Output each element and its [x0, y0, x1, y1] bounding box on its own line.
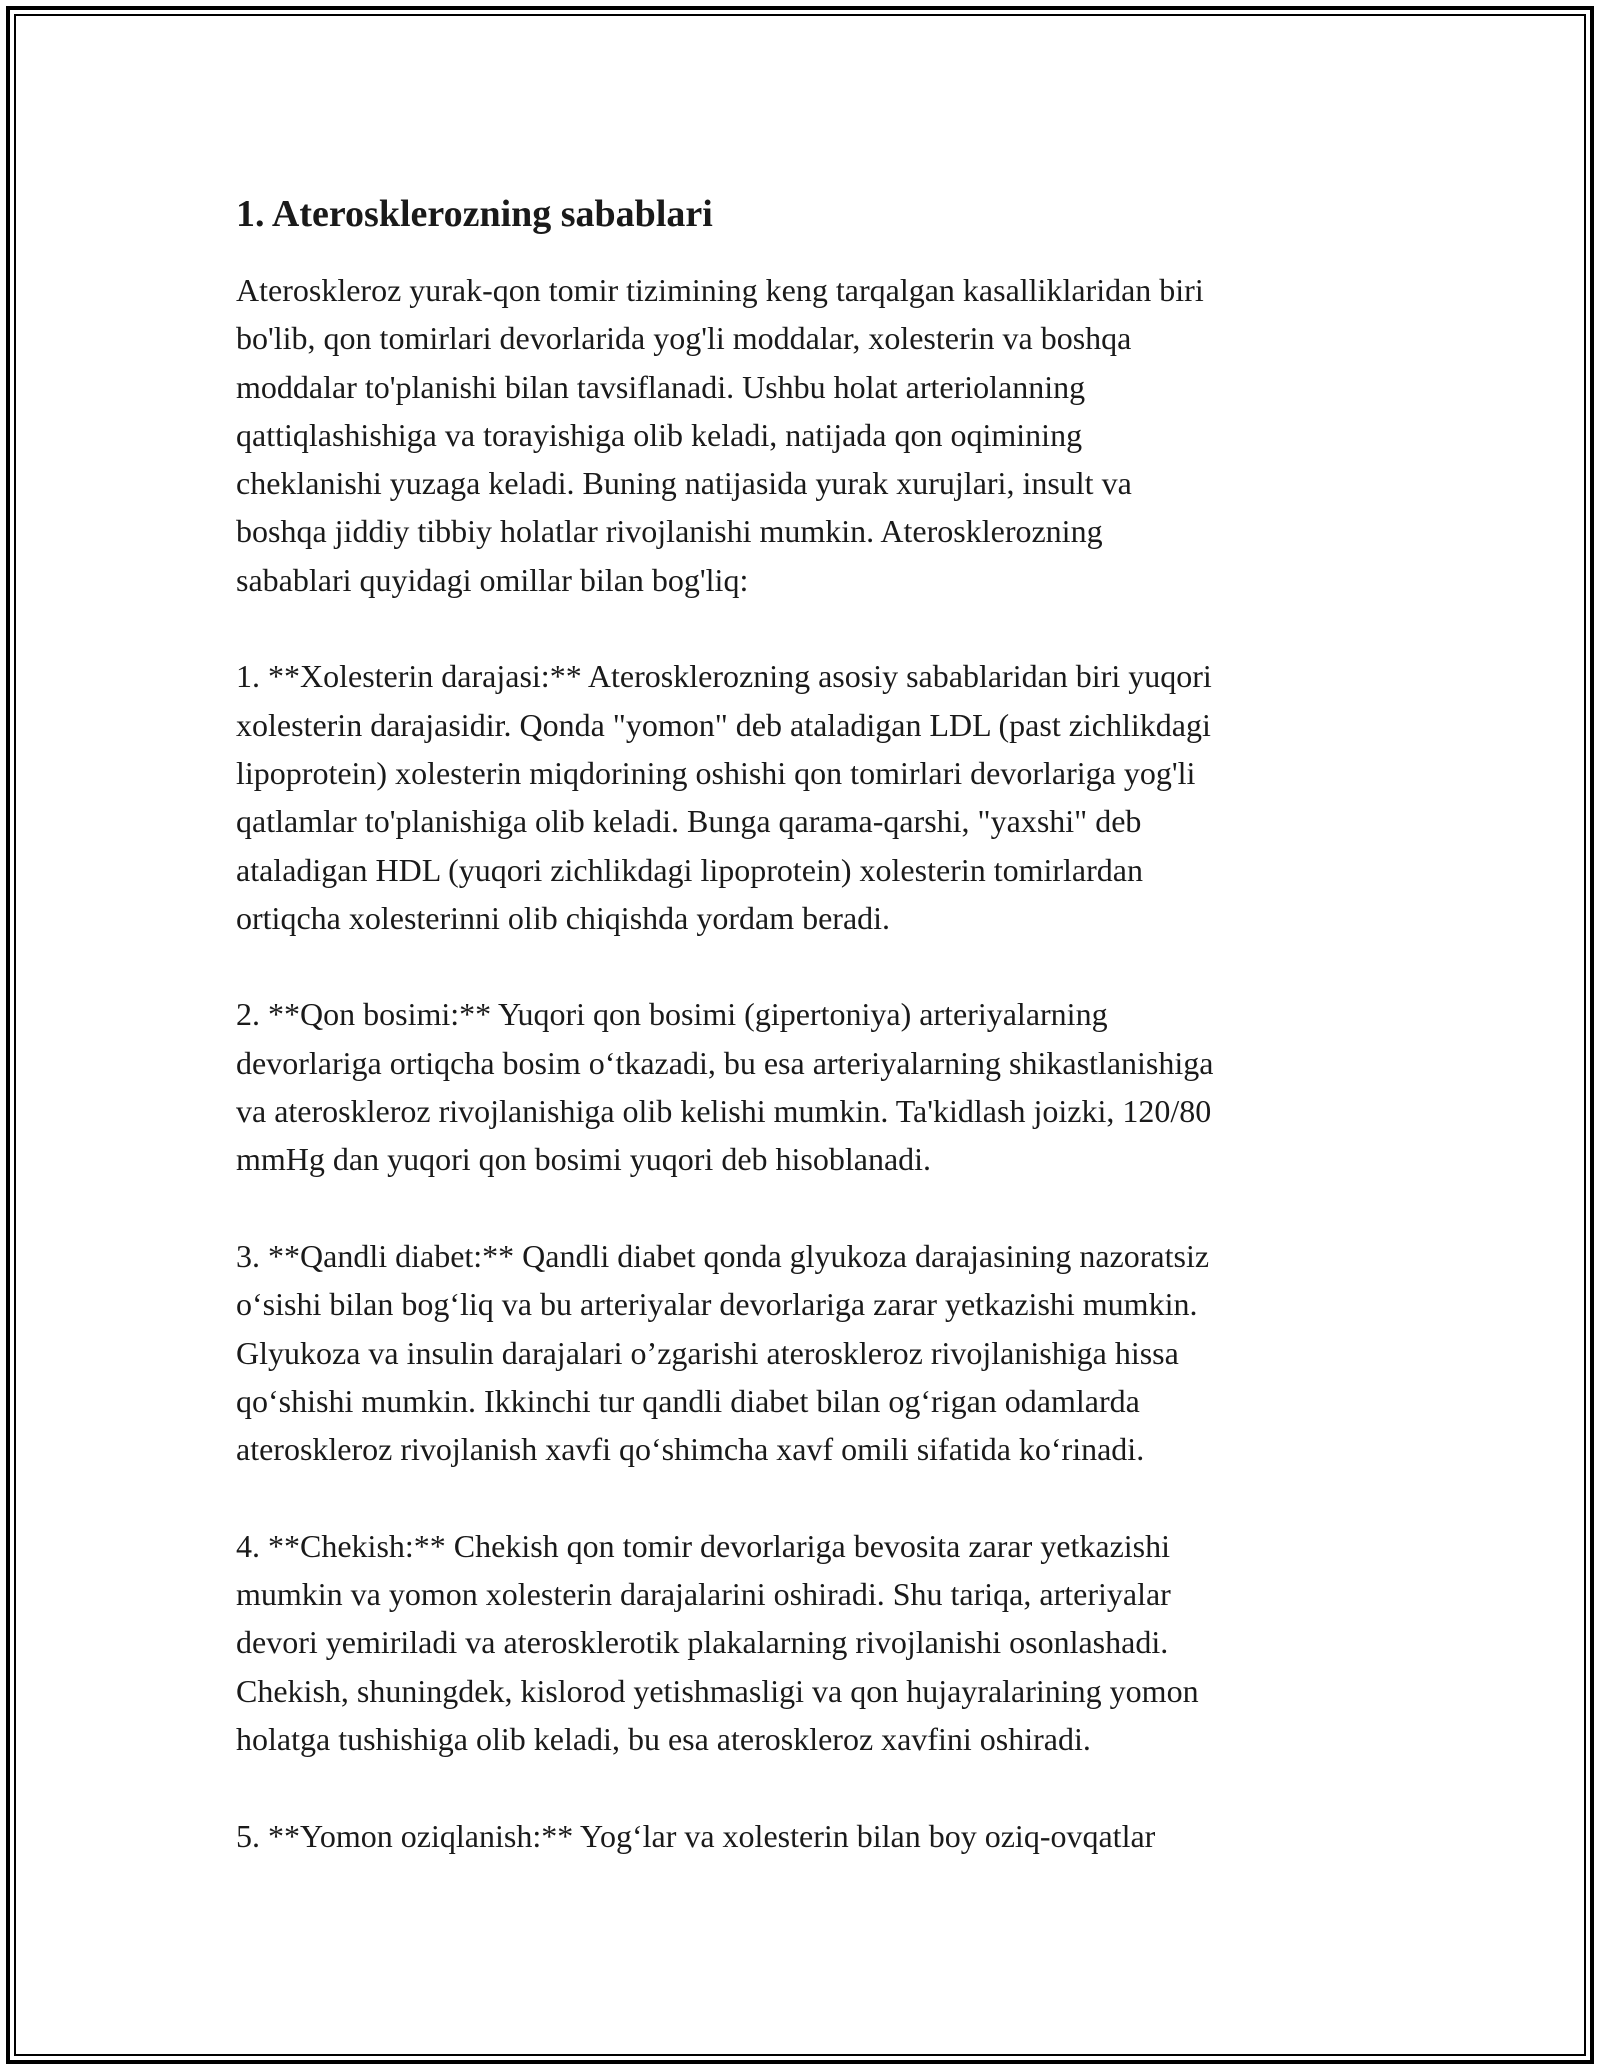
cause-diabetes-paragraph	[236, 1232, 1376, 1473]
text-line: mmHg dan yuqori qon bosimi yuqori deb hisoblanadi.	[236, 1141, 932, 1178]
cause-cholesterol-paragraph	[236, 652, 1376, 942]
text-line: ortiqcha xolesterinni olib chiqishda yordam beradi.	[236, 899, 891, 936]
text-line: qatlamlar to'planishiga olib keladi. Bunga qarama-qarshi, "yaxshi" deb	[236, 803, 1142, 840]
text-line: holatga tushishiga olib keladi, bu esa ateroskleroz xavfini oshiradi.	[236, 1720, 1091, 1757]
text-line: sabablari quyidagi omillar bilan bog'liq:	[236, 561, 749, 598]
document-body	[236, 188, 1376, 1860]
cause-blood-pressure-paragraph	[236, 990, 1376, 1183]
text-line: Chekish, shuningdek, kislorod yetishmasligi va qon hujayralarining yomon	[236, 1672, 1199, 1709]
cause-smoking-paragraph	[236, 1522, 1376, 1763]
text-line: 5. **Yomon oziqlanish:** Yog‘lar va xolesterin bilan boy oziq-ovqatlar	[236, 1817, 1156, 1854]
text-line: mumkin va yomon xolesterin darajalarini oshiradi. Shu tariqa, arteriyalar	[236, 1576, 1171, 1613]
text-line: Glyukoza va insulin darajalari o’zgarishi ateroskleroz rivojlanishiga hissa	[236, 1334, 1179, 1371]
text-line: bo'lib, qon tomirlari devorlarida yog'li moddalar, xolesterin va boshqa	[236, 320, 1132, 357]
text-line: ataladigan HDL (yuqori zichlikdagi lipoprotein) xolesterin tomirlardan	[236, 851, 1143, 888]
text-line: devori yemiriladi va aterosklerotik plakalarning rivojlanishi osonlashadi.	[236, 1624, 1169, 1661]
text-line: 2. **Qon bosimi:** Yuqori qon bosimi (gipertoniya) arteriyalarning	[236, 996, 1108, 1033]
text-line: va ateroskleroz rivojlanishiga olib kelishi mumkin. Ta'kidlash joizki, 120/80	[236, 1093, 1212, 1130]
text-line: moddalar to'planishi bilan tavsiflanadi. Ushbu holat arteriolanning	[236, 368, 1086, 405]
text-line: xolesterin darajasidir. Qonda "yomon" deb ataladigan LDL (past zichlikdagi	[236, 706, 1211, 743]
text-line: o‘sishi bilan bog‘liq va bu arteriyalar devorlariga zarar yetkazishi mumkin.	[236, 1286, 1198, 1323]
text-line: 4. **Chekish:** Chekish qon tomir devorlariga bevosita zarar yetkazishi	[236, 1527, 1170, 1564]
text-line: qo‘shishi mumkin. Ikkinchi tur qandli diabet bilan og‘rigan odamlarda	[236, 1382, 1140, 1419]
text-line: cheklanishi yuzaga keladi. Buning natijasida yurak xurujlari, insult va	[236, 465, 1132, 502]
text-line: lipoprotein) xolesterin miqdorining oshishi qon tomirlari devorlariga yog'li	[236, 754, 1196, 791]
intro-paragraph	[236, 266, 1376, 604]
text-line: 3. **Qandli diabet:** Qandli diabet qonda glyukoza darajasining nazoratsiz	[236, 1237, 1210, 1274]
text-line: 1. **Xolesterin darajasi:** Aterosklerozning asosiy sabablaridan biri yuqori	[236, 658, 1212, 695]
cause-nutrition-paragraph	[236, 1812, 1376, 1860]
section-heading: 1. Aterosklerozning sabablari	[236, 193, 713, 235]
text-line: devorlariga ortiqcha bosim o‘tkazadi, bu esa arteriyalarning shikastlanishiga	[236, 1044, 1214, 1081]
text-line: qattiqlashishiga va torayishiga olib keladi, natijada qon oqimining	[236, 416, 1083, 453]
text-line: ateroskleroz rivojlanish xavfi qo‘shimcha xavf omili sifatida ko‘rinadi.	[236, 1431, 1145, 1468]
text-line: boshqa jiddiy tibbiy holatlar rivojlanishi mumkin. Aterosklerozning	[236, 513, 1103, 550]
text-line: Ateroskleroz yurak-qon tomir tizimining keng tarqalgan kasalliklaridan biri	[236, 272, 1204, 308]
